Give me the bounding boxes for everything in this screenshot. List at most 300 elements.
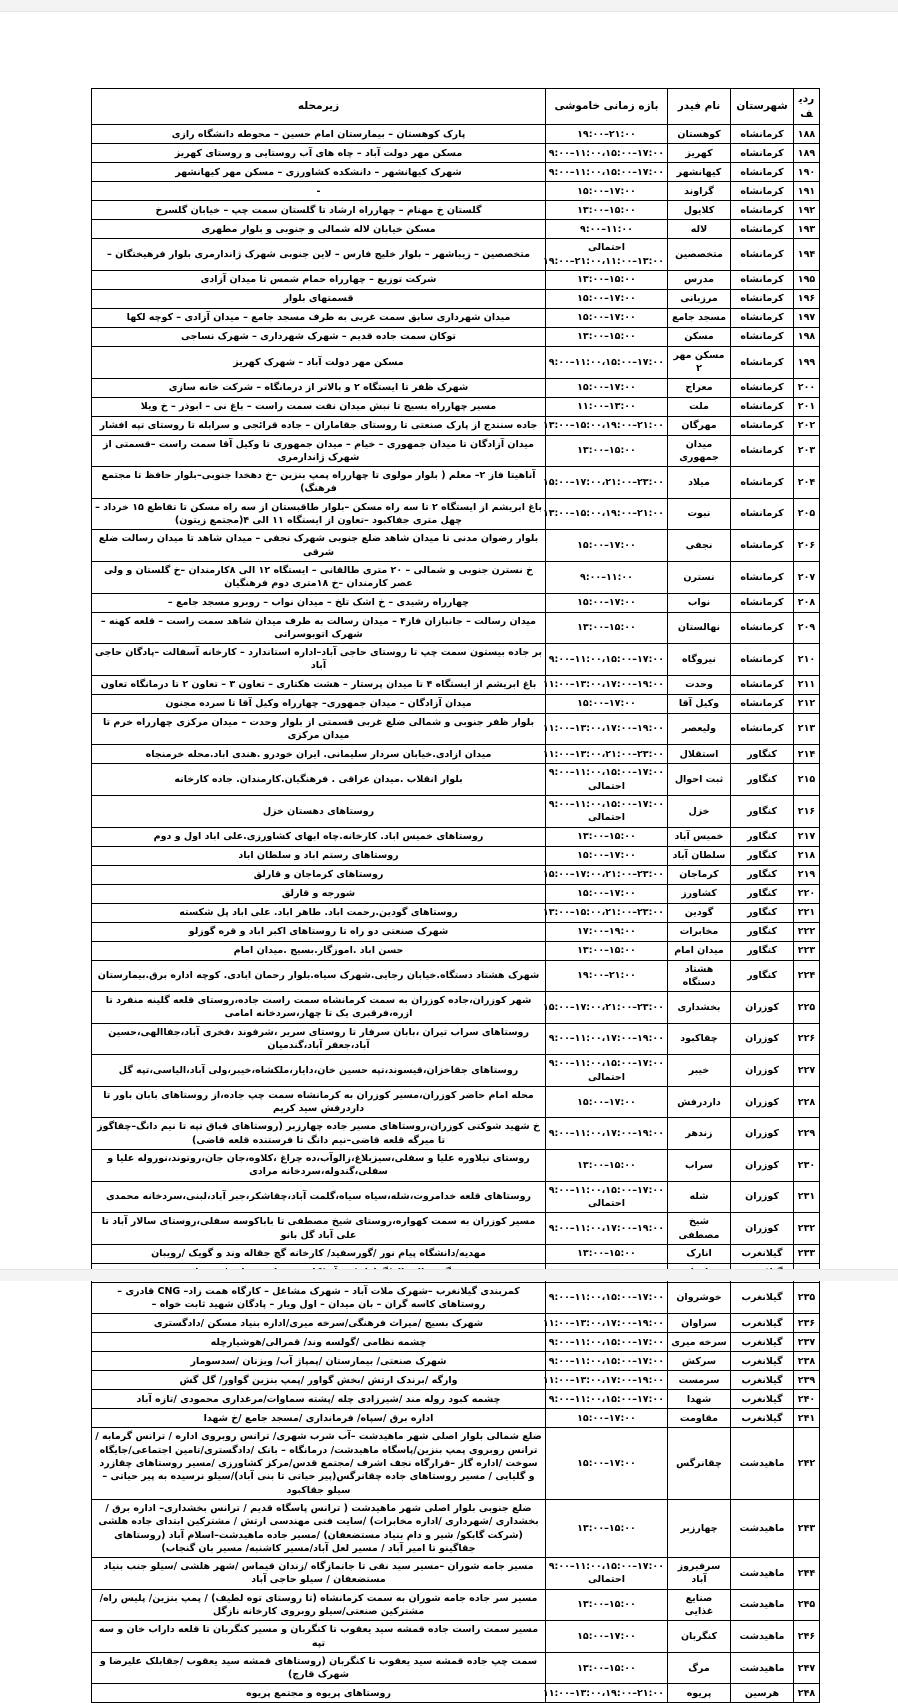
- feeder-cell: ثبت احوال: [668, 764, 731, 796]
- county-cell: گیلانغرب: [731, 1333, 794, 1352]
- feeder-cell: گودین: [668, 903, 731, 922]
- county-cell: ماهیدشت: [731, 1558, 794, 1590]
- county-cell: کنگاور: [731, 922, 794, 941]
- outage-time-cell: [542, 713, 668, 745]
- row-number-cell: ۲۲۰: [794, 884, 820, 903]
- sub-area-cell: مسیر کوزران به سمت کهواره،روستای شیخ مصطفی تا باباکوسه سفلی،روستای سالار آباد تا علی آباد گل بانو: [92, 1213, 546, 1245]
- feeder-cell: صنایع غذایی: [668, 1589, 731, 1621]
- sub-area-cell: روستاهای گودین.رحمت اباد. طاهر اباد. علی اباد پل شکسته: [92, 903, 546, 922]
- table-row: [92, 201, 820, 220]
- outage-time-cell: [546, 764, 668, 796]
- outage-time-range: ۱۳:۰۰–۱۵:۰۰: [577, 1662, 636, 1674]
- row-number-cell: ۲۳۵: [794, 1282, 820, 1314]
- county-cell: کوزران: [731, 1086, 794, 1118]
- outage-time-range: ۱۵:۰۰–۱۷:۰۰: [577, 293, 636, 305]
- sub-area-cell: روستاهای خمیس اباد. کارخانه.چاه ابهای کشاورزی.علی اباد اول و دوم: [92, 827, 546, 846]
- feeder-cell: سرخه میری: [668, 1333, 731, 1352]
- outage-time-range: ۹:۰۰–۱۱:۰۰،۱۷:۰۰–۱۹:۰۰: [548, 1033, 664, 1045]
- feeder-cell: کیهانشهر: [668, 163, 731, 182]
- sub-area-cell: مسکن مهر دولت آباد – شهرک کهریز: [92, 346, 546, 378]
- table-row: [92, 1352, 820, 1371]
- outage-time-range: ۱۱:۰۰–۱۳:۰۰: [577, 400, 636, 412]
- row-number-cell: ۱۹۳: [794, 220, 820, 239]
- outage-time-cell: [546, 795, 668, 827]
- county-cell: گیلانغرب: [731, 1282, 794, 1314]
- county-cell: کرمانشاه: [731, 498, 794, 530]
- outage-note-after: احتمالی: [587, 1197, 626, 1209]
- sub-area-cell: روستاهای قلعه خدامروت،شله،سیاه سیاه،گلمت آباد،چقاشکر،جبر آباد،لبنی،سردخانه محمدی: [92, 1181, 546, 1213]
- county-cell: کنگاور: [731, 884, 794, 903]
- county-cell: کرمانشاه: [731, 270, 794, 289]
- row-number-cell: ۲۰۱: [794, 397, 820, 416]
- table-row: [92, 1409, 820, 1428]
- sub-area-cell: ضلع جنوبی بلوار اصلی شهر ماهیدشت ( ترانس پاسگاه قدیم / ترانس بخشداری– اداره برق /بخشداری /شهرداری /اداره مخابرات) /سایت فنی مهندسی ارتش / مشترکین ابتدای جاده هلشی (شرکت گابکو/ شیر و دام بنیاد مستضعفان) /مسیر جاده ماهیدشت–اسلام آباد (روستاهای جقاگینو تا امیر آباد / مسیر لعل آباد/مسیر کاشنبه/ مسیر بان گنجاب): [92, 1499, 546, 1557]
- row-number-cell: ۲۴۸: [794, 1684, 820, 1703]
- row-number-cell: ۲۱۴: [794, 745, 820, 764]
- feeder-cell: کشاورز: [668, 884, 731, 903]
- table-row: [92, 675, 820, 694]
- outage-time-range: ۹:۰۰–۱۱:۰۰،۱۵:۰۰–۱۷:۰۰: [548, 1292, 664, 1304]
- table-row: [92, 1589, 820, 1621]
- feeder-cell: مرزبانی: [668, 289, 731, 308]
- outage-time-range: ۹:۰۰–۱۱:۰۰،۱۵:۰۰–۱۷:۰۰: [548, 1561, 664, 1573]
- sub-area-cell: ضلع شمالی بلوار اصلی شهر ماهیدشت –آب شرب شهری/ ترانس روبروی اداره / ترانس گرمابه /ترانس روبروی پمپ بنزین/پاسگاه ماهیدشت/ درمانگاه – بانک /دادگستری/تامین اجتماعی/جایگاه سوخت /اداره گاز –قرارگاه نجف اشرف /مجتمع قدس/مرکز کشاورزی /مسیر روستاهای چقازرد و گلیایی / مسیر روستاهای جاده چقانرگس(پیر حیاتی تا بنی آباد)/سیلو نرسیده به پیر حیاتی – سیلو جقاکبود: [92, 1428, 546, 1499]
- outage-time-range: ۱۱:۰۰–۱۳:۰۰،۲۱:۰۰–۲۳:۰۰: [542, 748, 664, 760]
- outage-time-range: ۱۹:۰۰–۲۱:۰۰،۱۱:۰۰–۱۳:۰۰: [542, 255, 664, 267]
- table-row: [92, 1390, 820, 1409]
- outage-time-cell: [546, 1055, 668, 1087]
- sub-area-cell: حسن اباد .اموزگار.بسیج .میدان امام: [92, 941, 546, 960]
- feeder-cell: مسجد جامع: [668, 308, 731, 327]
- outage-time-cell: [546, 884, 668, 903]
- county-cell: گیلانغرب: [731, 1390, 794, 1409]
- outage-time-range: ۱۹:۰۰–۲۱:۰۰: [577, 970, 636, 982]
- feeder-cell: سلطان آباد: [668, 846, 731, 865]
- outage-time-cell: [546, 346, 668, 378]
- sub-area-cell: شهرک صنعتی دو راه تا روستاهای اکبر اباد و قره گوزلو: [92, 922, 546, 941]
- row-number-cell: ۲۳۷: [794, 1333, 820, 1352]
- row-number-cell: ۱۹۶: [794, 289, 820, 308]
- county-cell: کوزران: [731, 1181, 794, 1213]
- table-row: [92, 941, 820, 960]
- feeder-cell: مقاومت: [668, 1409, 731, 1428]
- sub-area-cell: میدان رسالت – جانبازان فاز۴ – میدان رسالت به طرف میدان شاهد سمت راست – قلعه کهنه – شهرک اتوبوسرانی: [92, 612, 546, 644]
- feeder-cell: نجفی: [668, 530, 731, 562]
- county-cell: کرمانشاه: [731, 694, 794, 713]
- row-number-cell: ۱۹۹: [794, 346, 820, 378]
- row-number-cell: ۱۹۸: [794, 327, 820, 346]
- county-cell: کرمانشاه: [731, 308, 794, 327]
- outage-time-cell: [542, 1371, 668, 1390]
- county-cell: کنگاور: [731, 903, 794, 922]
- outage-time-cell: [546, 941, 668, 960]
- outage-time-range: ۱۹:۰۰–۲۱:۰۰: [577, 128, 636, 140]
- feeder-cell: ولیعصر: [668, 713, 731, 745]
- county-cell: کوزران: [731, 1055, 794, 1087]
- row-number-cell: ۲۲۳: [794, 941, 820, 960]
- feeder-cell: خوشروان: [668, 1282, 731, 1314]
- sub-area-cell: بلوار رضوان مدنی تا میدان شاهد ضلع جنوبی شهرک نجفی – میدان شاهد تا میدان رسالت ضلع شرقی: [92, 530, 546, 562]
- outage-time-cell: [546, 1181, 668, 1213]
- feeder-cell: نبوت: [668, 498, 731, 530]
- outage-time-cell: [542, 1684, 668, 1703]
- table-row: [92, 694, 820, 713]
- feeder-cell: مسکن: [668, 327, 731, 346]
- outage-time-range: ۱۱:۰۰–۱۳:۰۰،۱۷:۰۰–۱۹:۰۰: [542, 679, 664, 691]
- row-number-cell: ۱۹۷: [794, 308, 820, 327]
- outage-time-range: ۱۵:۰۰–۱۷:۰۰: [577, 887, 636, 899]
- feeder-cell: استقلال: [668, 745, 731, 764]
- county-cell: کنگاور: [731, 745, 794, 764]
- outage-time-cell: [546, 1086, 668, 1118]
- sub-area-cell: روستاهای جقاخزان،قیسوند،تپه حسین خان،دایار،ملکشاه،خیبر،ولی آباد،الیاسی،تپه گل: [92, 1055, 546, 1087]
- sub-area-cell: شورجه و قارلق: [92, 884, 546, 903]
- feeder-cell: نهالستان: [668, 612, 731, 644]
- county-cell: کرمانشاه: [731, 713, 794, 745]
- feeder-cell: نیروگاه: [668, 644, 731, 676]
- sub-area-cell: مسیر جامه شوران –مسیر سید نقی تا جانمازگاه /زندان قیماس /شهر هلشی /سیلو جنب بنیاد مستضعفان / سیلو حاجی آباد: [92, 1558, 546, 1590]
- table-row: [92, 745, 820, 764]
- sub-area-cell: آناهیتا فاز ۲– معلم ( بلوار مولوی تا چهارراه پمپ بنزین –خ دهخدا جنوبی–بلوار حافظ تا مجتمع فرهنگ): [92, 467, 546, 499]
- county-cell: کرمانشاه: [731, 561, 794, 593]
- county-cell: کرمانشاه: [731, 220, 794, 239]
- outage-time-range: ۱۳:۰۰–۱۵:۰۰: [577, 830, 636, 842]
- row-number-cell: ۲۲۷: [794, 1055, 820, 1087]
- row-number-cell: ۲۲۵: [794, 992, 820, 1024]
- row-number-cell: ۱۹۱: [794, 182, 820, 201]
- feeder-cell: شیخ مصطفی: [668, 1213, 731, 1245]
- county-cell: گیلانغرب: [731, 1409, 794, 1428]
- outage-time-range: ۹:۰۰–۱۱:۰۰،۱۵:۰۰–۱۷:۰۰: [548, 653, 664, 665]
- sub-area-cell: چهارراه رشیدی – خ اشک تلخ – میدان نواب – روبرو مسجد جامع –: [92, 593, 546, 612]
- sub-area-cell: وارگه /برندک ارتش /بخش گواور /پمپ بنزین گواور/ گل گش: [92, 1371, 546, 1390]
- table-row: [92, 1652, 820, 1684]
- sub-area-cell: باغ ابریشم از ایستگاه ۴ تا میدان پرستار – هشت هکتاری – تعاون ۳ – تعاون ۲ تا درمانگاه تعاون: [92, 675, 546, 694]
- row-number-cell: ۲۰۰: [794, 378, 820, 397]
- row-number-cell: ۲۴۶: [794, 1621, 820, 1653]
- sub-area-cell: خ شهید شوکتی کوزران،روستاهای مسیر جاده چهارزبر (روستاهای قباق تپه تا نیم دانگ–چقاگوز تا میرگه قلعه قاضی–نیم دانگ تا فرستنده قلعه قاضی): [92, 1118, 546, 1150]
- feeder-cell: نواب: [668, 593, 731, 612]
- row-number-cell: ۲۱۰: [794, 644, 820, 676]
- table-row: [92, 378, 820, 397]
- outage-time-cell: [546, 163, 668, 182]
- county-cell: کنگاور: [731, 865, 794, 884]
- outage-time-range: ۱۵:۰۰–۱۷:۰۰: [577, 1412, 636, 1424]
- table-row: [92, 960, 820, 992]
- county-cell: ماهیدشت: [731, 1652, 794, 1684]
- county-cell: کرمانشاه: [731, 435, 794, 467]
- sub-area-cell: مسیر سر جاده جامه شوران به سمت کرمانشاه (تا روستای توه لطیف) / پمپ بنزین/ پلیس راه/مشترکین صنعتی/سیلو روبروی کارخانه نازگل: [92, 1589, 546, 1621]
- row-number-cell: ۲۳۳: [794, 1244, 820, 1263]
- county-cell: کنگاور: [731, 827, 794, 846]
- sub-area-cell: سمت چپ جاده قمشه سید یعقوب تا کنگربان (روستاهای قمشه سید یعقوب /جقابلک علیرضا و شهرک قارچ): [92, 1652, 546, 1684]
- outage-table-wrap: [90, 88, 820, 1703]
- row-number-cell: ۲۴۲: [794, 1428, 820, 1499]
- header-feeder: نام فیدر: [668, 89, 731, 125]
- table-row: [92, 1499, 820, 1557]
- feeder-cell: بخشداری: [668, 992, 731, 1024]
- feeder-cell: وکیل آقا: [668, 694, 731, 713]
- feeder-cell: شله: [668, 1181, 731, 1213]
- sub-area-cell: باغ ابریشم از ایستگاه ۲ تا سه راه مسکن –بلوار طاقبستان از سه راه مسکن تا تقاطع ۱۵ خرداد – چهل متری جفاکبود –تعاون از ایستگاه ۱۱ الی ۴(مجتمع زیتون): [92, 498, 546, 530]
- feeder-cell: سرکش: [668, 1352, 731, 1371]
- table-row: [92, 416, 820, 435]
- outage-time-range: ۱۳:۰۰–۱۵:۰۰: [577, 445, 636, 457]
- outage-time-cell: [546, 593, 668, 612]
- outage-time-range: ۱۳:۰۰–۱۵:۰۰: [577, 944, 636, 956]
- outage-time-range: ۱۱:۰۰–۱۳:۰۰،۱۷:۰۰–۱۹:۰۰: [542, 1317, 664, 1329]
- outage-time-range: ۱۵:۰۰–۱۷:۰۰: [577, 1096, 636, 1108]
- outage-time-cell: [542, 1314, 668, 1333]
- feeder-cell: معراج: [668, 378, 731, 397]
- feeder-cell: زندهر: [668, 1118, 731, 1150]
- feeder-cell: خمیس آباد: [668, 827, 731, 846]
- row-number-cell: ۲۳۶: [794, 1314, 820, 1333]
- outage-time-range: ۱۳:۰۰–۱۵:۰۰: [577, 1599, 636, 1611]
- row-number-cell: ۱۹۲: [794, 201, 820, 220]
- feeder-cell: مخابرات: [668, 922, 731, 941]
- outage-note-after: احتمالی: [587, 1071, 626, 1083]
- row-number-cell: ۲۱۹: [794, 865, 820, 884]
- table-row: [92, 435, 820, 467]
- county-cell: کرمانشاه: [731, 378, 794, 397]
- outage-time-cell: [546, 1499, 668, 1557]
- table-row: [92, 346, 820, 378]
- table-body: [92, 125, 820, 1703]
- feeder-cell: مسکن مهر ۲: [668, 346, 731, 378]
- outage-time-cell: [546, 182, 668, 201]
- row-number-cell: ۲۴۷: [794, 1652, 820, 1684]
- county-cell: کرمانشاه: [731, 201, 794, 220]
- feeder-cell: ملت: [668, 397, 731, 416]
- row-number-cell: ۲۲۹: [794, 1118, 820, 1150]
- outage-time-cell: [546, 827, 668, 846]
- sub-area-cell: کمربندی گیلانغرب –شهرک ملات آباد – شهرک مشاغل – کارگاه همت زاد– CNG قادری – روستاهای کاسه گران – بان میدان – اول ویار – پادگان شهید ثابت خواه –: [92, 1282, 546, 1314]
- table-row: [92, 397, 820, 416]
- outage-time-range: ۱۵:۰۰–۱۷:۰۰: [577, 1458, 636, 1470]
- sub-area-cell: میدان ازادی.خیابان سردار سلیمانی. ایران خودرو .هندی اباد.محله خرمنجاه: [92, 745, 546, 764]
- outage-time-range: ۱۵:۰۰–۱۷:۰۰: [577, 849, 636, 861]
- feeder-cell: سرفیروز آباد: [668, 1558, 731, 1590]
- outage-time-range: ۹:۰۰–۱۱:۰۰،۱۷:۰۰–۱۹:۰۰: [548, 1222, 664, 1234]
- row-number-cell: ۲۰۶: [794, 530, 820, 562]
- county-cell: کرمانشاه: [731, 593, 794, 612]
- row-number-cell: ۱۹۰: [794, 163, 820, 182]
- feeder-cell: کرماجان: [668, 865, 731, 884]
- row-number-cell: ۲۳۹: [794, 1371, 820, 1390]
- table-row: [92, 1213, 820, 1245]
- outage-time-cell: [542, 239, 668, 271]
- feeder-cell: سرمست: [668, 1371, 731, 1390]
- outage-time-range: ۹:۰۰–۱۱:۰۰،۱۵:۰۰–۱۷:۰۰: [548, 798, 664, 810]
- table-row: [92, 593, 820, 612]
- row-number-cell: ۲۲۱: [794, 903, 820, 922]
- feeder-cell: کنگربان: [668, 1621, 731, 1653]
- outage-time-cell: [546, 220, 668, 239]
- sub-area-cell: اداره برق /سپاه/ فرمانداری /مسجد جامع /خ شهدا: [92, 1409, 546, 1428]
- header-row-number: ردیف: [794, 89, 820, 125]
- outage-time-range: ۱۵:۰۰–۱۷:۰۰: [577, 596, 636, 608]
- feeder-cell: کوهستان: [668, 125, 731, 144]
- outage-time-range: ۱۵:۰۰–۱۷:۰۰،۲۱:۰۰–۲۳:۰۰: [542, 1001, 664, 1013]
- sub-area-cell: شهر کوزران،جاده کوزران به سمت کرمانشاه سمت راست جاده،روستای قلعه گلینه منفرد تا ازره،فرقبری یک تا چهار،سردخانه امامی: [92, 992, 546, 1024]
- outage-time-range: ۱۳:۰۰–۱۵:۰۰: [577, 1159, 636, 1171]
- outage-time-range: ۹:۰۰–۱۱:۰۰،۱۵:۰۰–۱۷:۰۰: [548, 356, 664, 368]
- header-row: [92, 89, 820, 125]
- sub-area-cell: چشمه نظامی /گولسه وند/ قمرالی/هوشیارچله: [92, 1333, 546, 1352]
- outage-time-cell: [546, 1409, 668, 1428]
- feeder-cell: مرگ: [668, 1652, 731, 1684]
- outage-time-cell: [546, 270, 668, 289]
- row-number-cell: ۲۴۰: [794, 1390, 820, 1409]
- row-number-cell: ۱۹۵: [794, 270, 820, 289]
- county-cell: کرمانشاه: [731, 612, 794, 644]
- row-number-cell: ۲۴۳: [794, 1499, 820, 1557]
- feeder-cell: چقانرگس: [668, 1428, 731, 1499]
- outage-time-cell: [546, 1213, 668, 1245]
- outage-time-cell: [546, 561, 668, 593]
- outage-time-range: ۹:۰۰–۱۱:۰۰: [580, 571, 633, 583]
- table-row: [92, 922, 820, 941]
- county-cell: کوزران: [731, 1118, 794, 1150]
- county-cell: کرمانشاه: [731, 530, 794, 562]
- outage-time-cell: [546, 1428, 668, 1499]
- sub-area-cell: روستاهای سراب تیران ،بابان سرفار تا روستای سریر ،شرفوند ،فخری آباد،جفاالهی،حسین آباد،جعفر آباد،گندمیان: [92, 1023, 546, 1055]
- outage-time-cell: [542, 675, 668, 694]
- outage-note-after: احتمالی: [587, 812, 626, 824]
- outage-time-cell: [542, 467, 668, 499]
- table-row: [92, 713, 820, 745]
- outage-time-cell: [546, 1244, 668, 1263]
- feeder-cell: کهریز: [668, 144, 731, 163]
- sub-area-cell: روستاهای دهستان خزل: [92, 795, 546, 827]
- sub-area-cell: گلستان خ مهنام – چهارراه ارشاد تا گلستان سمت چپ – خیابان گلسرخ: [92, 201, 546, 220]
- table-row: [92, 270, 820, 289]
- feeder-cell: نسترن: [668, 561, 731, 593]
- table-row: [92, 644, 820, 676]
- county-cell: کرمانشاه: [731, 467, 794, 499]
- county-cell: گیلانغرب: [731, 1371, 794, 1390]
- county-cell: ماهیدشت: [731, 1589, 794, 1621]
- row-number-cell: ۲۰۵: [794, 498, 820, 530]
- outage-time-range: ۱۱:۰۰–۱۳:۰۰،۱۷:۰۰–۱۹:۰۰: [542, 723, 664, 735]
- outage-time-cell: [546, 397, 668, 416]
- table-row: [92, 1621, 820, 1653]
- row-number-cell: ۲۰۳: [794, 435, 820, 467]
- sub-area-cell: مسیر چهارراه بسیج تا نبش میدان نفت سمت راست – باغ نی – ابوذر – خ ویلا: [92, 397, 546, 416]
- sub-area-cell: شهرک کیهانشهر – دانشکده کشاورزی – مسکن مهر کیهانشهر: [92, 163, 546, 182]
- feeder-cell: مدرس: [668, 270, 731, 289]
- row-number-cell: ۲۱۶: [794, 795, 820, 827]
- outage-note-after: احتمالی: [587, 1574, 626, 1586]
- outage-time-range: ۱۵:۰۰–۱۷:۰۰: [577, 1630, 636, 1642]
- table-row: [92, 1282, 820, 1314]
- sub-area-cell: توکان سمت جاده قدیم – شهرک شهرداری – شهرک نساجی: [92, 327, 546, 346]
- sub-area-cell: مسکن مهر دولت آباد – چاه های آب روستایی و روستای کهریز: [92, 144, 546, 163]
- feeder-cell: میلاد: [668, 467, 731, 499]
- outage-time-range: ۱۳:۰۰–۱۵:۰۰: [577, 274, 636, 286]
- outage-time-cell: [546, 201, 668, 220]
- outage-time-cell: [546, 846, 668, 865]
- outage-time-cell: [546, 694, 668, 713]
- outage-time-cell: [542, 745, 668, 764]
- row-number-cell: ۲۰۷: [794, 561, 820, 593]
- outage-time-range: ۱۵:۰۰–۱۷:۰۰،۲۱:۰۰–۲۳:۰۰: [542, 868, 664, 880]
- table-row: [92, 1333, 820, 1352]
- outage-time-range: ۹:۰۰–۱۱:۰۰،۱۵:۰۰–۱۷:۰۰: [548, 1058, 664, 1070]
- outage-time-cell: [546, 1589, 668, 1621]
- row-number-cell: ۲۱۷: [794, 827, 820, 846]
- county-cell: گیلانغرب: [731, 1352, 794, 1371]
- county-cell: کنگاور: [731, 764, 794, 796]
- feeder-cell: وحدت: [668, 675, 731, 694]
- outage-time-range: ۹:۰۰–۱۱:۰۰،۱۵:۰۰–۱۷:۰۰: [548, 1355, 664, 1367]
- outage-time-cell: [542, 992, 668, 1024]
- sub-area-cell: روستاهای پریوه و مجتمع پریوه: [92, 1684, 546, 1703]
- sub-area-cell: شهرک هشتاد دستگاه.خیابان رجایی.شهرک سیاه.بلوار رحمان ابادی. کوچه اداره برق.بیمارستان: [92, 960, 546, 992]
- county-cell: کرمانشاه: [731, 163, 794, 182]
- sub-area-cell: روستای نیلاوره علیا و سفلی،سیزبلاغ،زالوآب،ده چراغ ،کلاوه،جان جان،روتوند،نوروله علیا و سفلی،گندوله،سردخانه مرادی: [92, 1150, 546, 1182]
- sub-area-cell: شهرک ظفر تا ایستگاه ۲ و بالاتر از درمانگاه – شرکت خانه سازی: [92, 378, 546, 397]
- feeder-cell: چقاکبود: [668, 1023, 731, 1055]
- feeder-cell: گراوند: [668, 182, 731, 201]
- row-number-cell: ۲۴۱: [794, 1409, 820, 1428]
- outage-time-cell: [546, 960, 668, 992]
- outage-time-range: ۱۵:۰۰–۱۷:۰۰: [577, 185, 636, 197]
- feeder-cell: کلایول: [668, 201, 731, 220]
- county-cell: گیلانغرب: [731, 1244, 794, 1263]
- feeder-cell: میدان جمهوری: [668, 435, 731, 467]
- feeder-cell: سراوان: [668, 1314, 731, 1333]
- outage-time-range: ۱۳:۰۰–۱۵:۰۰،۱۹:۰۰–۲۱:۰۰: [542, 508, 664, 520]
- table-row: [92, 289, 820, 308]
- county-cell: کوزران: [731, 992, 794, 1024]
- county-cell: کرمانشاه: [731, 346, 794, 378]
- outage-time-cell: [546, 289, 668, 308]
- outage-time-cell: [546, 1333, 668, 1352]
- table-row: [92, 1055, 820, 1087]
- outage-time-cell: [546, 612, 668, 644]
- table-row: [92, 327, 820, 346]
- outage-time-range: ۱۳:۰۰–۱۵:۰۰: [577, 622, 636, 634]
- table-row: [92, 220, 820, 239]
- outage-time-range: ۱۳:۰۰–۱۵:۰۰: [577, 1522, 636, 1534]
- feeder-cell: متخصصین: [668, 239, 731, 271]
- sub-area-cell: شهرک بسیج /میراث فرهنگی/سرخه میری/اداره بنیاد مسکن /دادگستری: [92, 1314, 546, 1333]
- outage-time-cell: [546, 530, 668, 562]
- outage-time-cell: [546, 1621, 668, 1653]
- outage-time-cell: [546, 1652, 668, 1684]
- table-row: [92, 992, 820, 1024]
- outage-time-range: ۱۵:۰۰–۱۷:۰۰: [577, 381, 636, 393]
- outage-time-cell: [546, 1352, 668, 1371]
- row-number-cell: ۲۱۵: [794, 764, 820, 796]
- table-row: [92, 795, 820, 827]
- sub-area-cell: روستاهای کرماجان و قارلق: [92, 865, 546, 884]
- outage-time-range: ۱۳:۰۰–۱۵:۰۰،۲۱:۰۰–۲۳:۰۰: [542, 906, 664, 918]
- table-row: [92, 530, 820, 562]
- sub-area-cell: شرکت توزیع – چهارراه حمام شمس تا میدان آزادی: [92, 270, 546, 289]
- outage-time-cell: [546, 1118, 668, 1150]
- row-number-cell: ۲۱۱: [794, 675, 820, 694]
- outage-time-cell: [546, 378, 668, 397]
- county-cell: کرمانشاه: [731, 644, 794, 676]
- county-cell: کوزران: [731, 1023, 794, 1055]
- county-cell: کرمانشاه: [731, 239, 794, 271]
- table-row: [92, 612, 820, 644]
- feeder-cell: شهدا: [668, 1390, 731, 1409]
- table-row: [92, 903, 820, 922]
